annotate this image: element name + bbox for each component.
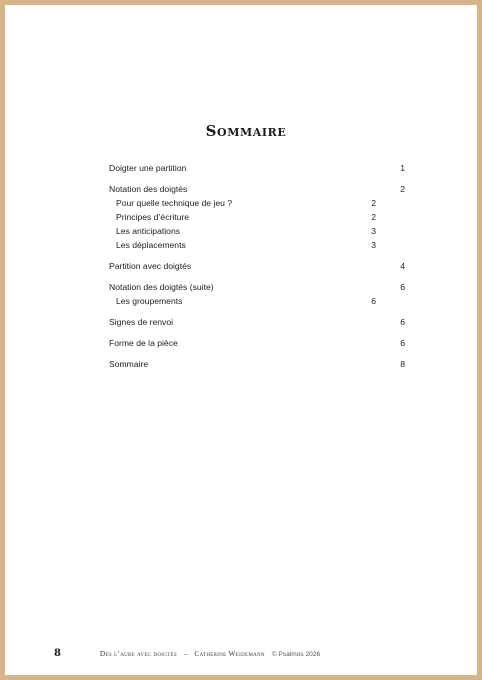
toc-entry-label: Signes de renvoi — [109, 317, 174, 327]
toc-subentry-page: 3 — [371, 240, 376, 250]
toc-entry-label: Partition avec doigtés — [109, 261, 192, 271]
toc-group — [109, 259, 409, 273]
page-title: Sommaire — [205, 122, 287, 140]
toc-entry-page: 6 — [400, 282, 405, 292]
toc-subentry-label: Pour quelle technique de jeu ? — [116, 198, 233, 208]
toc-subentry[interactable] — [109, 294, 409, 308]
toc-subentry[interactable] — [109, 210, 409, 224]
toc-entry[interactable] — [109, 161, 409, 175]
toc-subentry-label: Les déplacements — [116, 240, 186, 250]
toc-entry-page: 4 — [400, 261, 405, 271]
toc-entry[interactable] — [109, 280, 409, 294]
toc-group — [109, 182, 409, 252]
toc-entry-label: Notation des doigtés — [109, 184, 188, 194]
toc-entry[interactable] — [109, 357, 409, 371]
toc-subentry[interactable] — [109, 238, 409, 252]
toc-entry-page: 6 — [400, 317, 405, 327]
toc-entry[interactable] — [109, 315, 409, 329]
toc-subentry-label: Les groupements — [116, 296, 183, 306]
page-footer — [54, 648, 320, 659]
toc-entry-label: Forme de la pièce — [109, 338, 178, 348]
footer-copyright: © Psalmos 2026 — [271, 651, 321, 658]
toc-subentry-page: 2 — [371, 198, 376, 208]
toc-entry[interactable] — [109, 336, 409, 350]
toc-subentry-page: 3 — [371, 226, 376, 236]
toc-subentry[interactable] — [109, 224, 409, 238]
toc-group — [109, 161, 409, 175]
toc-entry[interactable] — [109, 182, 409, 196]
footer-separator: – — [183, 649, 188, 658]
toc-entry-label: Doigter une partition — [109, 163, 187, 173]
toc-entry-page: 1 — [400, 163, 405, 173]
toc-subentry-label: Les anticipations — [116, 226, 181, 236]
toc-entry-label: Notation des doigtés (suite) — [109, 282, 214, 292]
toc-entry-page: 2 — [400, 184, 405, 194]
toc-subentry-page: 2 — [371, 212, 376, 222]
toc-entry-label: Sommaire — [109, 359, 149, 369]
toc-subentry-page: 6 — [371, 296, 376, 306]
footer-work-title: Dès l’aube avec doigtés — [99, 649, 177, 658]
toc-entry-page: 6 — [400, 338, 405, 348]
toc-entry[interactable] — [109, 259, 409, 273]
toc-subentry[interactable] — [109, 196, 409, 210]
toc-group — [109, 357, 409, 371]
toc-group — [109, 336, 409, 350]
footer-author: Catherine Weidemann — [194, 649, 265, 658]
toc-entry-page: 8 — [400, 359, 405, 369]
toc-subentry-label: Principes d’écriture — [116, 212, 190, 222]
toc-group — [109, 280, 409, 308]
toc-group — [109, 315, 409, 329]
table-of-contents — [109, 161, 409, 378]
footer-page-number: 8 — [54, 648, 61, 659]
